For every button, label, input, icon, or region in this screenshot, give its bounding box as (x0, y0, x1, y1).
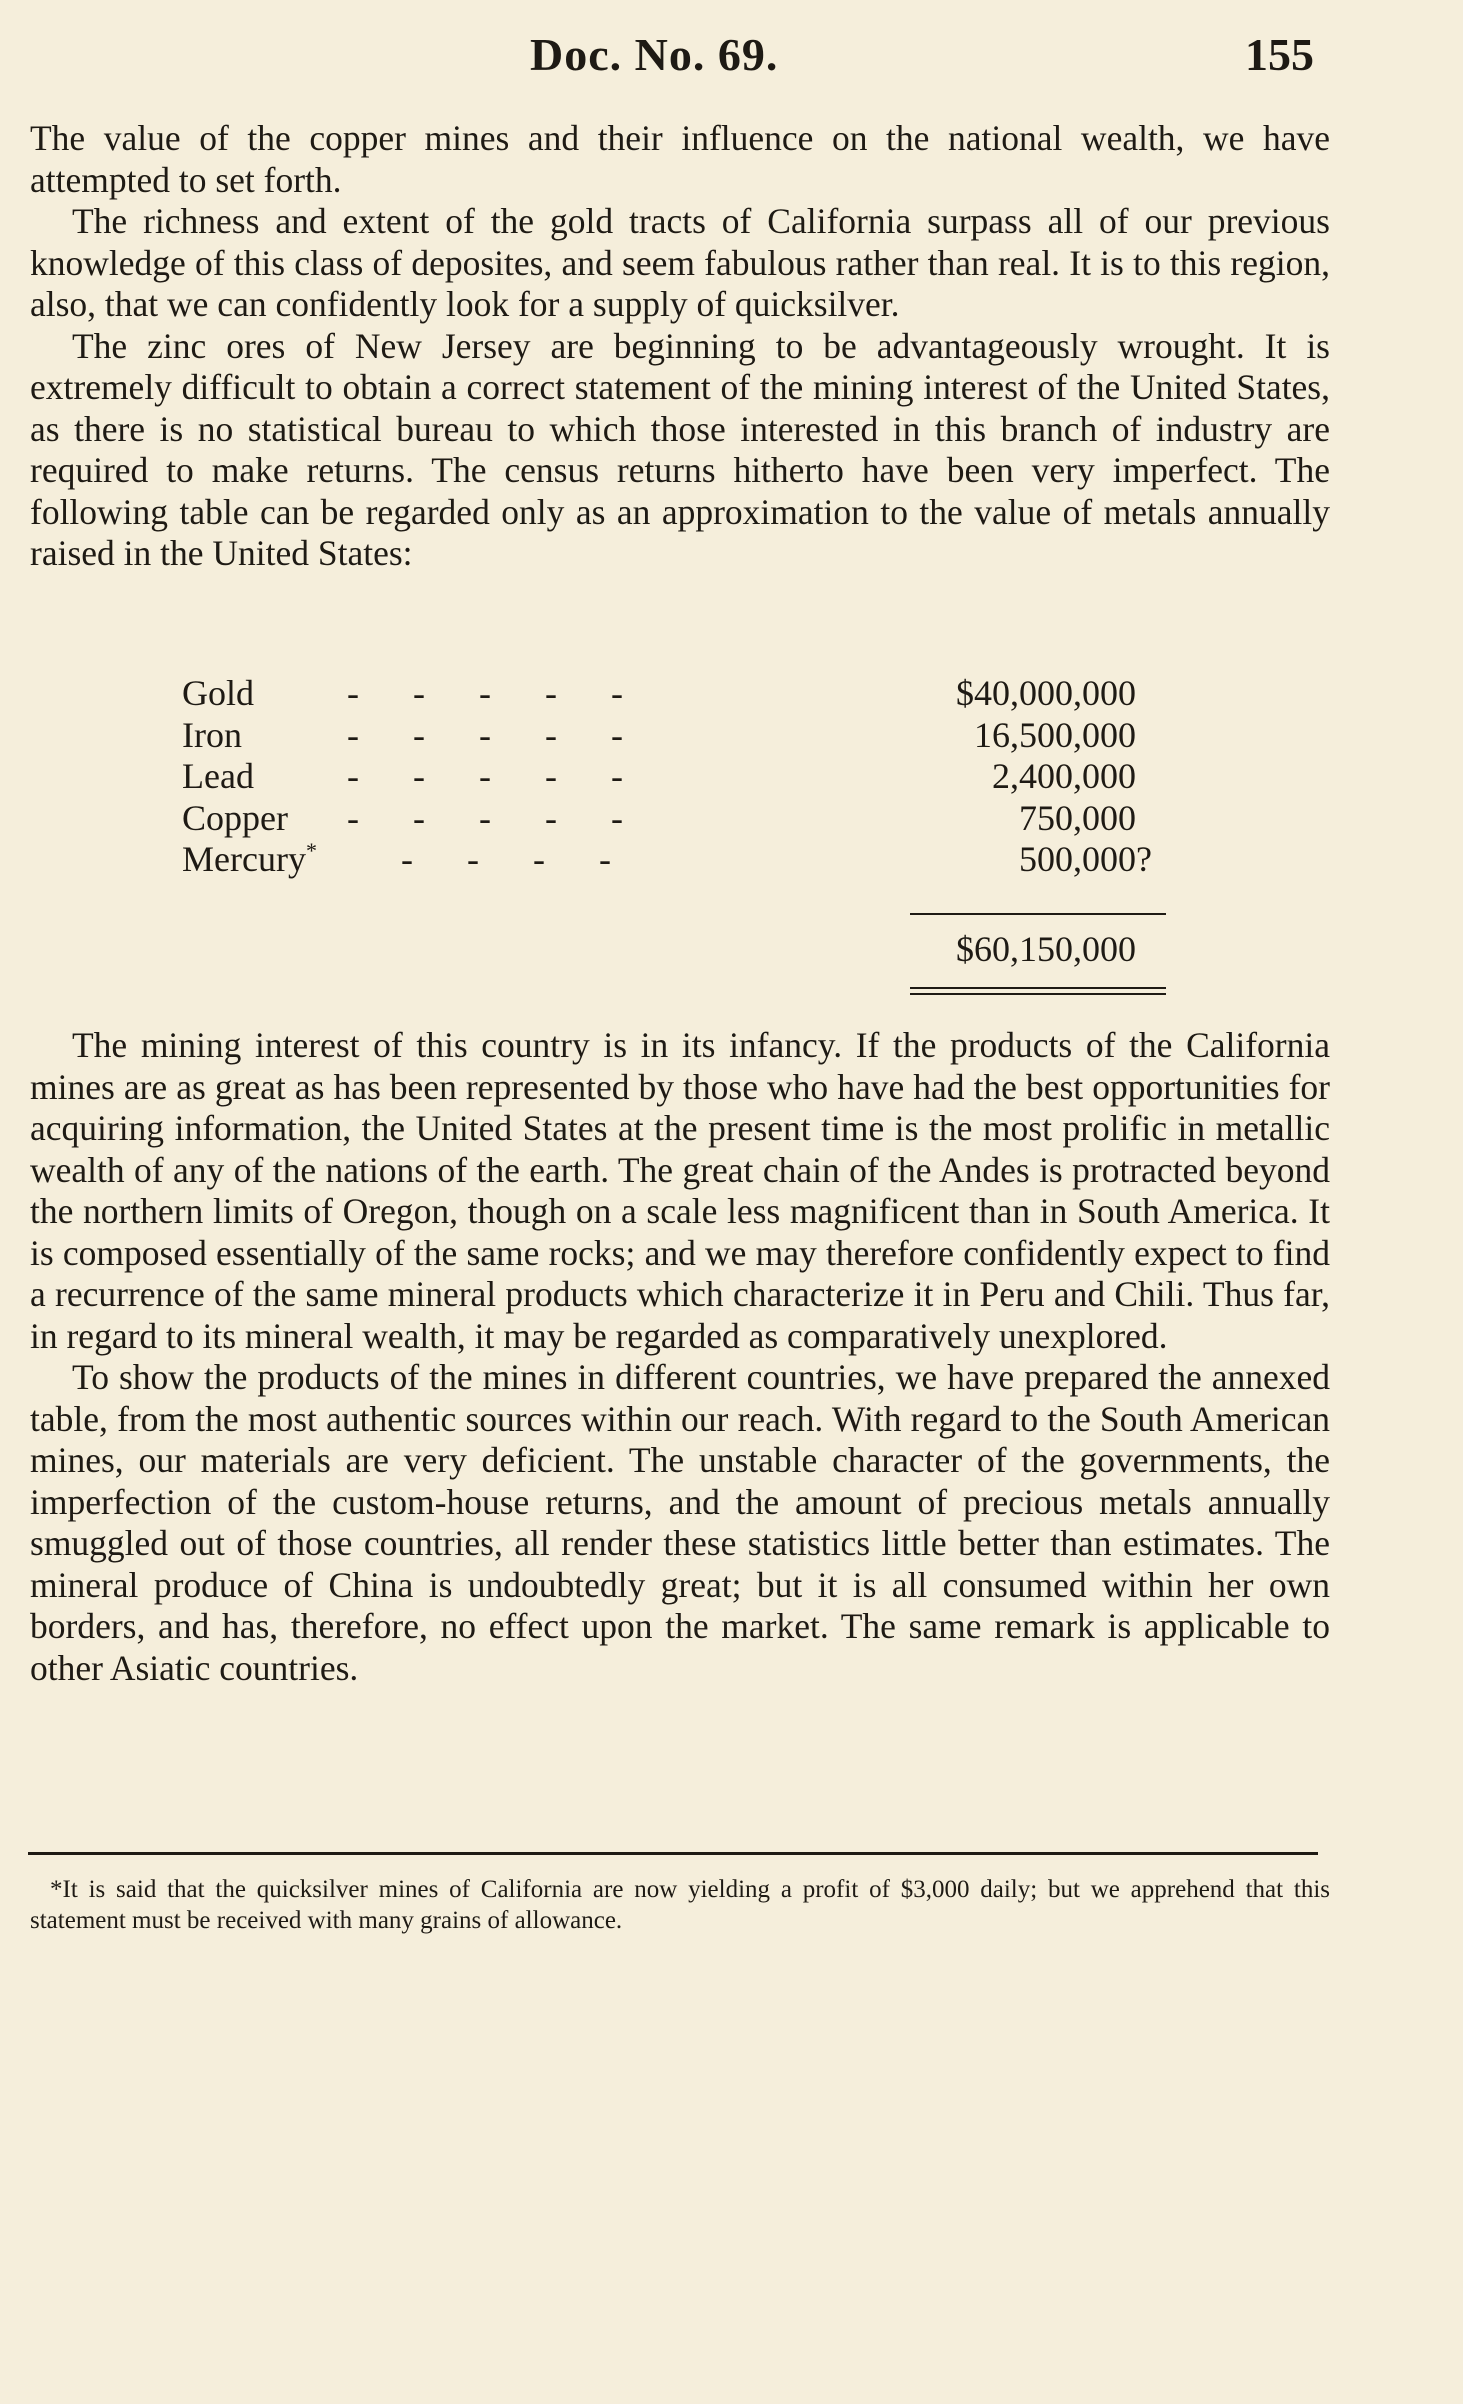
metal-value: 16,500,000 (974, 714, 1136, 755)
body-text-bottom (30, 1025, 1330, 1689)
double-rule (910, 987, 1166, 995)
document-title: Doc. No. 69. (530, 29, 779, 80)
total-rule (910, 913, 1166, 915)
body-text-top (30, 118, 1330, 575)
metals-value-table (182, 672, 1202, 969)
leader-dots: - - - - - (320, 714, 623, 755)
metal-name: Lead (182, 756, 254, 796)
metal-name-text: Mercury (182, 839, 306, 879)
table-row (182, 838, 1202, 880)
page-header (0, 22, 1463, 82)
metal-name: Copper (182, 797, 288, 838)
table-row (182, 797, 1202, 839)
table-row (182, 672, 1202, 714)
metal-value: $40,000,000 (956, 673, 1136, 713)
metal-value: 750,000 (1019, 797, 1136, 838)
leader-dots: - - - - (320, 839, 611, 879)
paragraph: The zinc ores of New Jersey are beginning to be advantageously wrought. It is extremely difficult to obtain a correct statement of the mining interest of the United States, as there is no statistical bureau to which those interested in this branch of industry are required to make returns. The census returns hitherto have been very imperfect. The following table can be regarded only as an approximation to the value of metals annually raised in the United States: (30, 325, 1330, 573)
metal-value: 2,400,000 (992, 756, 1136, 796)
footnote-marker: * (305, 838, 317, 863)
table-row (182, 755, 1202, 797)
table-total: $60,150,000 (956, 929, 1136, 969)
paragraph: The richness and extent of the gold tracts of California surpass all of our previous knowledge of this class of deposites, and seem fabulous rather than real. It is to this region, also, that we can confidently look for a supply of quicksilver. (30, 201, 1330, 324)
metal-name: Gold (182, 673, 254, 713)
page-number: 155 (1245, 29, 1314, 80)
footnote-text: *It is said that the quicksilver mines of California are now yielding a profit of $3,000 daily; but we apprehend that this statement must be received with many grains of allowance. (30, 1876, 1330, 1934)
footnote-divider (28, 1852, 1318, 1855)
footnote (30, 1874, 1330, 1936)
table-row (182, 714, 1202, 756)
leader-dots: - - - - - (320, 756, 623, 796)
metal-name (182, 838, 317, 880)
paragraph: The mining interest of this country is in its infancy. If the products of the California mines are as great as has been represented by those who have had the best opportunities for acquiring information, the United States at the present time is the most prolific in metallic wealth of any of the nations of the earth. The great chain of the Andes is protracted beyond the northern limits of Oregon, though on a scale less magnificent than in South America. It is composed essentially of the same rocks; and we may therefore confidently expect to find a recurrence of the same mineral products which characterize it in Peru and Chili. Thus far, in regard to its mineral wealth, it may be regarded as comparatively unexplored. (30, 1025, 1330, 1356)
metal-value: 500,000 (1019, 839, 1136, 879)
leader-dots: - - - - - (320, 797, 623, 838)
paragraph: To show the products of the mines in different countries, we have prepared the annexed table, from the most authentic sources within our reach. With regard to the South American mines, our materials are very deficient. The unstable character of the governments, the imperfection of the custom-house returns, and the amount of precious metals annually smuggled out of those countries, all render these statistics little better than estimates. The mineral produce of China is undoubtedly great; but it is all consumed within her own borders, and has, therefore, no effect upon the market. The same remark is applicable to other Asiatic countries. (30, 1357, 1330, 1688)
paragraph: The value of the copper mines and their influence on the national wealth, we have attempted to set forth. (30, 118, 1330, 200)
leader-dots: - - - - - (320, 673, 623, 713)
uncertain-mark: ? (1136, 839, 1152, 879)
metal-name: Iron (182, 714, 242, 755)
